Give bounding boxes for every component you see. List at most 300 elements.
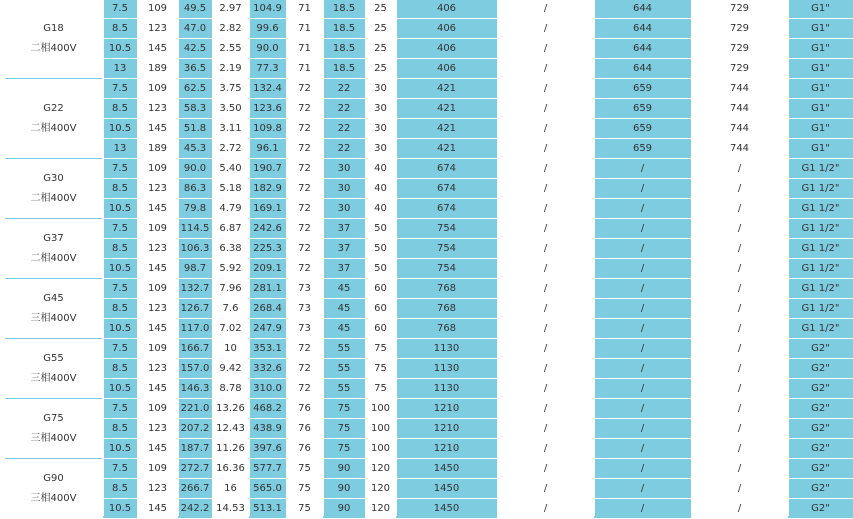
cell-flow: 7.5	[103, 339, 137, 359]
cell-power-hp: 40	[374, 183, 387, 194]
cell-dim-b: /	[594, 199, 691, 219]
cell-flow: 10.5	[103, 259, 137, 279]
cell-power-kw: 55	[323, 339, 365, 359]
cell-dim-b: /	[594, 339, 691, 359]
cell-outlet: G2"	[788, 459, 853, 479]
cell-outlet: G1"	[788, 19, 853, 39]
cell-col5: 397.6	[249, 439, 286, 459]
cell-flow: 10.5	[103, 119, 137, 139]
cell-outlet: G2"	[788, 379, 853, 399]
cell-head: 109	[147, 343, 168, 354]
cell-weight: 421	[396, 99, 497, 119]
cell-weight: 406	[396, 39, 497, 59]
cell-dim-b: /	[594, 399, 691, 419]
cell-col6: 72	[298, 103, 311, 114]
cell-dim-a: /	[543, 343, 548, 354]
cell-flow: 10.5	[103, 379, 137, 399]
cell-dim-c: /	[737, 203, 742, 214]
cell-power-hp: 60	[374, 283, 387, 294]
cell-col4: 7.6	[222, 303, 239, 314]
cell-power-kw: 75	[323, 439, 365, 459]
cell-dim-b: /	[594, 479, 691, 499]
cell-col6: 71	[298, 23, 311, 34]
cell-power-hp: 25	[374, 43, 387, 54]
cell-col5: 242.6	[249, 219, 286, 239]
cell-col5: 281.1	[249, 279, 286, 299]
cell-outlet: G2"	[788, 419, 853, 439]
cell-head: 145	[147, 43, 168, 54]
cell-col6: 72	[298, 383, 311, 394]
cell-power-kw: 18.5	[323, 19, 365, 39]
cell-outlet: G1"	[788, 59, 853, 79]
cell-dim-b: 659	[594, 119, 691, 139]
cell-power-hp: 30	[374, 123, 387, 134]
model-label	[5, 469, 102, 509]
cell-dim-c: /	[737, 503, 742, 514]
cell-power-hp: 120	[370, 463, 391, 474]
group-divider	[5, 458, 102, 459]
cell-dim-b: /	[594, 299, 691, 319]
cell-head: 109	[147, 3, 168, 14]
cell-head: 109	[147, 163, 168, 174]
cell-flow: 7.5	[103, 159, 137, 179]
cell-outlet: G1 1/2"	[788, 299, 853, 319]
cell-col6: 72	[298, 363, 311, 374]
cell-dim-a: /	[543, 143, 548, 154]
cell-col3: 146.3	[178, 379, 212, 399]
cell-power-hp: 100	[370, 423, 391, 434]
cell-power-hp: 30	[374, 143, 387, 154]
cell-head: 109	[147, 403, 168, 414]
cell-dim-b: 644	[594, 19, 691, 39]
cell-col5: 332.6	[249, 359, 286, 379]
cell-power-hp: 75	[374, 363, 387, 374]
cell-dim-b: 644	[594, 39, 691, 59]
cell-col4: 8.78	[219, 383, 242, 394]
cell-power-kw: 75	[323, 419, 365, 439]
model-label	[5, 99, 102, 139]
cell-dim-b: /	[594, 419, 691, 439]
cell-outlet: G1 1/2"	[788, 239, 853, 259]
cell-dim-a: /	[543, 423, 548, 434]
cell-col5: 132.4	[249, 79, 286, 99]
cell-weight: 1130	[396, 359, 497, 379]
cell-weight: 1210	[396, 399, 497, 419]
cell-dim-a: /	[543, 263, 548, 274]
cell-dim-c: /	[737, 363, 742, 374]
cell-outlet: G1"	[788, 139, 853, 159]
cell-head: 145	[147, 203, 168, 214]
cell-dim-a: /	[543, 383, 548, 394]
cell-outlet: G2"	[788, 479, 853, 499]
cell-col3: 272.7	[178, 459, 212, 479]
cell-head: 189	[147, 143, 168, 154]
cell-dim-a: /	[543, 323, 548, 334]
cell-dim-b: 644	[594, 59, 691, 79]
cell-col4: 3.11	[219, 123, 242, 134]
model-name: G90	[43, 473, 64, 484]
cell-power-hp: 25	[374, 3, 387, 14]
cell-dim-c: /	[737, 443, 742, 454]
model-name: G45	[43, 293, 64, 304]
cell-col4: 3.75	[219, 83, 242, 94]
cell-col5: 225.3	[249, 239, 286, 259]
model-name: G30	[43, 173, 64, 184]
group-divider	[5, 398, 102, 399]
cell-weight: 768	[396, 299, 497, 319]
model-name: G22	[43, 103, 64, 114]
cell-col5: 96.1	[249, 139, 286, 159]
cell-col4: 16.36	[216, 463, 245, 474]
model-voltage: 三相400V	[30, 433, 77, 444]
cell-power-kw: 90	[323, 459, 365, 479]
cell-col6: 73	[298, 283, 311, 294]
cell-weight: 1210	[396, 439, 497, 459]
cell-flow: 13	[103, 139, 137, 159]
cell-outlet: G1 1/2"	[788, 279, 853, 299]
cell-col6: 76	[298, 403, 311, 414]
model-label	[5, 409, 102, 449]
cell-power-kw: 30	[323, 159, 365, 179]
cell-col6: 76	[298, 443, 311, 454]
cell-dim-b: /	[594, 259, 691, 279]
cell-outlet: G1"	[788, 119, 853, 139]
cell-outlet: G1 1/2"	[788, 199, 853, 219]
group-divider	[5, 338, 102, 339]
cell-col5: 209.1	[249, 259, 286, 279]
cell-dim-c: 729	[729, 23, 750, 34]
cell-dim-a: /	[543, 183, 548, 194]
model-label	[5, 349, 102, 389]
cell-dim-c: /	[737, 183, 742, 194]
cell-col4: 2.55	[219, 43, 242, 54]
cell-head: 109	[147, 463, 168, 474]
cell-weight: 421	[396, 139, 497, 159]
cell-col6: 75	[298, 463, 311, 474]
column-divider	[137, 0, 138, 516]
cell-head: 123	[147, 243, 168, 254]
cell-col4: 2.19	[219, 63, 242, 74]
cell-outlet: G2"	[788, 359, 853, 379]
cell-dim-a: /	[543, 283, 548, 294]
cell-col6: 71	[298, 63, 311, 74]
cell-col5: 565.0	[249, 479, 286, 499]
cell-dim-c: /	[737, 283, 742, 294]
cell-power-hp: 25	[374, 23, 387, 34]
cell-col3: 117.0	[178, 319, 212, 339]
cell-dim-b: /	[594, 359, 691, 379]
cell-col6: 72	[298, 83, 311, 94]
cell-outlet: G1"	[788, 79, 853, 99]
cell-head: 109	[147, 223, 168, 234]
cell-dim-c: 744	[729, 83, 750, 94]
cell-col5: 104.9	[249, 0, 286, 19]
model-voltage: 二相400V	[30, 253, 77, 264]
cell-head: 123	[147, 483, 168, 494]
cell-dim-b: 644	[594, 0, 691, 19]
cell-col3: 126.7	[178, 299, 212, 319]
cell-flow: 8.5	[103, 359, 137, 379]
cell-flow: 7.5	[103, 79, 137, 99]
cell-col6: 72	[298, 183, 311, 194]
cell-power-hp: 25	[374, 63, 387, 74]
cell-dim-b: 659	[594, 139, 691, 159]
model-name: G75	[43, 413, 64, 424]
cell-col6: 72	[298, 163, 311, 174]
cell-power-hp: 75	[374, 383, 387, 394]
cell-dim-b: /	[594, 279, 691, 299]
cell-flow: 8.5	[103, 479, 137, 499]
cell-power-kw: 90	[323, 479, 365, 499]
cell-weight: 674	[396, 199, 497, 219]
cell-dim-b: 659	[594, 99, 691, 119]
column-divider	[178, 0, 179, 516]
cell-weight: 421	[396, 119, 497, 139]
cell-dim-b: /	[594, 239, 691, 259]
cell-dim-b: /	[594, 219, 691, 239]
cell-head: 145	[147, 323, 168, 334]
model-voltage: 二相400V	[30, 123, 77, 134]
cell-outlet: G1"	[788, 0, 853, 19]
cell-dim-b: /	[594, 159, 691, 179]
cell-dim-a: /	[543, 403, 548, 414]
cell-power-kw: 37	[323, 259, 365, 279]
cell-col5: 99.6	[249, 19, 286, 39]
cell-flow: 13	[103, 59, 137, 79]
cell-flow: 10.5	[103, 499, 137, 519]
model-voltage: 三相400V	[30, 493, 77, 504]
cell-outlet: G1 1/2"	[788, 319, 853, 339]
cell-head: 123	[147, 103, 168, 114]
group-divider	[5, 158, 102, 159]
cell-outlet: G2"	[788, 399, 853, 419]
cell-dim-b: /	[594, 379, 691, 399]
cell-weight: 674	[396, 159, 497, 179]
column-divider	[365, 0, 366, 516]
cell-col5: 577.7	[249, 459, 286, 479]
column-divider	[323, 0, 324, 516]
cell-power-kw: 22	[323, 79, 365, 99]
cell-dim-a: /	[543, 103, 548, 114]
cell-power-kw: 37	[323, 219, 365, 239]
cell-flow: 8.5	[103, 19, 137, 39]
column-divider	[497, 0, 498, 516]
cell-weight: 768	[396, 279, 497, 299]
model-voltage: 三相400V	[30, 373, 77, 384]
cell-power-hp: 75	[374, 343, 387, 354]
cell-col4: 13.26	[216, 403, 245, 414]
cell-power-hp: 100	[370, 403, 391, 414]
cell-dim-c: 729	[729, 63, 750, 74]
cell-power-hp: 30	[374, 103, 387, 114]
cell-dim-a: /	[543, 243, 548, 254]
cell-flow: 8.5	[103, 99, 137, 119]
model-name: G55	[43, 353, 64, 364]
cell-outlet: G1"	[788, 39, 853, 59]
cell-head: 109	[147, 83, 168, 94]
cell-col4: 5.40	[219, 163, 242, 174]
cell-weight: 1450	[396, 479, 497, 499]
cell-dim-b: /	[594, 319, 691, 339]
cell-head: 145	[147, 503, 168, 514]
group-divider	[5, 78, 102, 79]
cell-col5: 468.2	[249, 399, 286, 419]
cell-col6: 72	[298, 223, 311, 234]
cell-weight: 674	[396, 179, 497, 199]
cell-col5: 247.9	[249, 319, 286, 339]
cell-power-hp: 40	[374, 203, 387, 214]
cell-dim-b: /	[594, 499, 691, 519]
cell-col3: 242.2	[178, 499, 212, 519]
cell-head: 123	[147, 183, 168, 194]
cell-flow: 8.5	[103, 179, 137, 199]
cell-head: 145	[147, 263, 168, 274]
cell-col5: 513.1	[249, 499, 286, 519]
cell-col3: 45.3	[178, 139, 212, 159]
cell-weight: 1210	[396, 419, 497, 439]
cell-head: 189	[147, 63, 168, 74]
cell-power-hp: 50	[374, 243, 387, 254]
model-label	[5, 289, 102, 329]
cell-col3: 47.0	[178, 19, 212, 39]
cell-dim-c: /	[737, 263, 742, 274]
cell-power-hp: 120	[370, 503, 391, 514]
model-name: G37	[43, 233, 64, 244]
cell-weight: 1130	[396, 339, 497, 359]
cell-dim-a: /	[543, 463, 548, 474]
cell-col6: 73	[298, 303, 311, 314]
cell-power-kw: 55	[323, 359, 365, 379]
cell-col6: 72	[298, 123, 311, 134]
cell-col3: 79.8	[178, 199, 212, 219]
cell-col3: 132.7	[178, 279, 212, 299]
cell-head: 123	[147, 363, 168, 374]
column-divider	[691, 0, 692, 516]
cell-outlet: G1 1/2"	[788, 159, 853, 179]
cell-dim-b: /	[594, 459, 691, 479]
cell-col3: 166.7	[178, 339, 212, 359]
cell-col6: 75	[298, 483, 311, 494]
cell-flow: 7.5	[103, 219, 137, 239]
cell-power-kw: 37	[323, 239, 365, 259]
cell-weight: 754	[396, 259, 497, 279]
cell-power-hp: 100	[370, 443, 391, 454]
cell-col3: 114.5	[178, 219, 212, 239]
cell-power-hp: 40	[374, 163, 387, 174]
cell-power-kw: 30	[323, 179, 365, 199]
cell-col5: 109.8	[249, 119, 286, 139]
cell-dim-c: 744	[729, 103, 750, 114]
cell-head: 145	[147, 443, 168, 454]
cell-col3: 98.7	[178, 259, 212, 279]
cell-power-kw: 55	[323, 379, 365, 399]
cell-flow: 7.5	[103, 459, 137, 479]
cell-col4: 4.79	[219, 203, 242, 214]
column-divider	[103, 0, 104, 516]
cell-outlet: G2"	[788, 499, 853, 519]
cell-dim-a: /	[543, 303, 548, 314]
column-divider	[788, 0, 789, 516]
cell-dim-c: /	[737, 463, 742, 474]
cell-flow: 10.5	[103, 319, 137, 339]
cell-weight: 406	[396, 0, 497, 19]
cell-dim-a: /	[543, 3, 548, 14]
cell-col4: 12.43	[216, 423, 245, 434]
cell-col3: 187.7	[178, 439, 212, 459]
group-divider	[5, 278, 102, 279]
cell-col3: 49.5	[178, 0, 212, 19]
cell-dim-c: /	[737, 423, 742, 434]
cell-power-kw: 18.5	[323, 59, 365, 79]
cell-col6: 71	[298, 3, 311, 14]
cell-col3: 221.0	[178, 399, 212, 419]
cell-col4: 9.42	[219, 363, 242, 374]
cell-dim-b: 659	[594, 79, 691, 99]
cell-col6: 72	[298, 263, 311, 274]
cell-dim-a: /	[543, 23, 548, 34]
cell-col3: 51.8	[178, 119, 212, 139]
cell-dim-a: /	[543, 203, 548, 214]
cell-power-hp: 30	[374, 83, 387, 94]
cell-flow: 7.5	[103, 279, 137, 299]
cell-dim-c: /	[737, 243, 742, 254]
cell-col3: 86.3	[178, 179, 212, 199]
cell-dim-c: /	[737, 303, 742, 314]
cell-col4: 11.26	[216, 443, 245, 454]
cell-col4: 2.72	[219, 143, 242, 154]
cell-outlet: G2"	[788, 439, 853, 459]
cell-power-kw: 22	[323, 139, 365, 159]
cell-power-kw: 75	[323, 399, 365, 419]
cell-flow: 8.5	[103, 419, 137, 439]
cell-col4: 2.97	[219, 3, 242, 14]
cell-power-kw: 45	[323, 299, 365, 319]
column-divider	[212, 0, 213, 516]
cell-head: 145	[147, 123, 168, 134]
group-divider	[5, 218, 102, 219]
cell-weight: 754	[396, 239, 497, 259]
cell-weight: 1450	[396, 499, 497, 519]
cell-dim-a: /	[543, 443, 548, 454]
cell-col4: 6.38	[219, 243, 242, 254]
cell-power-kw: 22	[323, 119, 365, 139]
cell-col4: 5.18	[219, 183, 242, 194]
cell-outlet: G1 1/2"	[788, 219, 853, 239]
cell-col4: 3.50	[219, 103, 242, 114]
cell-col4: 5.92	[219, 263, 242, 274]
cell-col4: 10	[224, 343, 237, 354]
cell-dim-a: /	[543, 163, 548, 174]
cell-weight: 421	[396, 79, 497, 99]
cell-dim-a: /	[543, 503, 548, 514]
cell-flow: 8.5	[103, 239, 137, 259]
model-voltage: 二相400V	[30, 43, 77, 54]
cell-dim-b: /	[594, 439, 691, 459]
cell-flow: 8.5	[103, 299, 137, 319]
cell-col3: 106.3	[178, 239, 212, 259]
column-divider	[286, 0, 287, 516]
cell-weight: 768	[396, 319, 497, 339]
cell-weight: 406	[396, 59, 497, 79]
cell-dim-c: 729	[729, 43, 750, 54]
cell-power-hp: 50	[374, 263, 387, 274]
cell-col5: 353.1	[249, 339, 286, 359]
cell-dim-a: /	[543, 83, 548, 94]
cell-dim-a: /	[543, 43, 548, 54]
model-label	[5, 169, 102, 209]
cell-outlet: G1"	[788, 99, 853, 119]
cell-power-kw: 45	[323, 279, 365, 299]
